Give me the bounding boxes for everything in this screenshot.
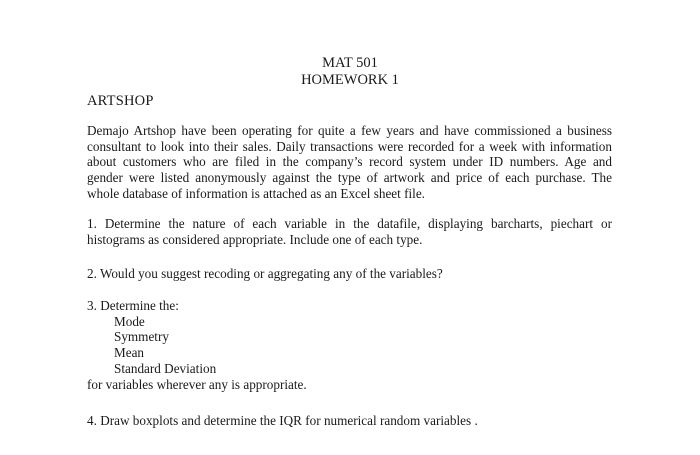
question-4-text: 4. Draw boxplots and determine the IQR for numerical random variables . [87,413,478,428]
intro-line: consultant to look into their sales. Daily transactions were recorded for a week with information [87,138,612,154]
question-3-item-symmetry: Symmetry [114,329,169,345]
intro-line: about customers who are filed in the company’s record system under ID numbers. Age and [87,154,612,170]
question-3-item-mode: Mode [114,313,145,329]
question-3-item-standard-deviation: Standard Deviation [114,360,217,376]
question-1-line: 1. Determine the nature of each variable in the datafile, displaying barcharts, piechart or [87,216,612,231]
course-code: MAT 501 [322,55,378,71]
assignment-title: HOMEWORK 1 [301,72,399,88]
question-4 [87,413,612,429]
intro-line: Demajo Artshop have been operating for quite a few years and have commissioned a business [87,123,612,138]
intro-line: whole database of information is attached as an Excel sheet file. [87,185,425,201]
intro-paragraph [87,123,612,202]
question-3-outro: for variables wherever any is appropriate. [87,376,307,392]
question-3 [87,298,612,392]
question-1 [87,216,612,247]
section-title: ARTSHOP [87,93,154,109]
question-2-text: 2. Would you suggest recoding or aggregating any of the variables? [87,266,443,281]
question-3-intro: 3. Determine the: [87,298,179,313]
document-header [0,55,700,89]
question-1-line: histograms as considered appropriate. Include one of each type. [87,231,423,247]
intro-line: gender were listed anonymously against the type of artwork and price of each purchase. The [87,170,612,186]
question-2 [87,266,612,282]
question-3-item-mean: Mean [114,345,145,361]
